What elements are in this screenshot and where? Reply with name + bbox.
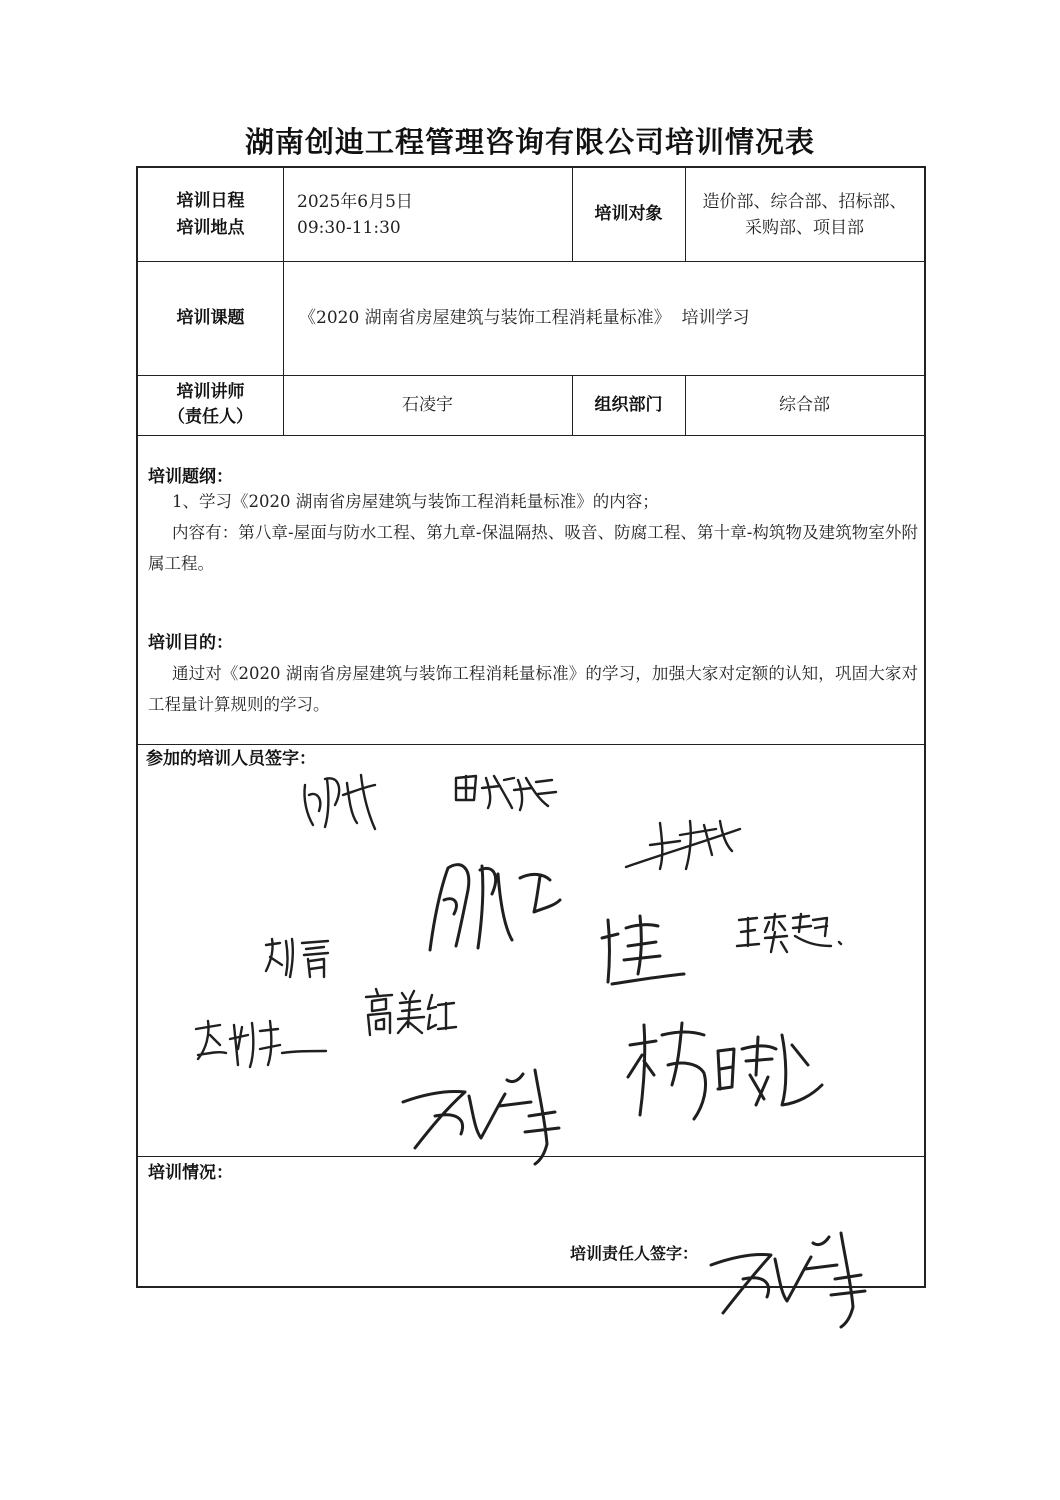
audience-value-cell	[685, 168, 924, 261]
training-date: 2025年6月5日	[297, 191, 413, 212]
lecturer-responsible-label: （责任人）	[168, 407, 253, 427]
signature-gao-meihong	[362, 985, 457, 1040]
topic-value: 《2020 湖南省房屋建筑与装饰工程消耗量标准》 培训学习	[299, 308, 750, 328]
outline-content	[148, 486, 918, 579]
lecturer-label-cell	[138, 375, 283, 435]
department-label-cell	[572, 375, 685, 435]
attendees-heading: 参加的培训人员签字：	[146, 749, 316, 769]
purpose-text: 通过对《2020 湖南省房屋建筑与装饰工程消耗量标准》的学习，加强大家对定额的认知，巩固大家对工程量计算规则的学习。	[148, 664, 918, 714]
signature-tian-yuanyuan	[452, 770, 562, 815]
responsible-sign-label: 培训责任人签字：	[570, 1244, 699, 1263]
schedule-value-cell	[283, 168, 572, 261]
audience-label-cell	[572, 168, 685, 261]
signature-top-right	[620, 815, 750, 875]
department-label: 组织部门	[594, 394, 663, 415]
lecturer-label: 培训讲师	[176, 382, 245, 402]
topic-label: 培训课题	[176, 307, 245, 328]
audience-label: 培训对象	[594, 204, 663, 224]
training-time: 09:30-11:30	[297, 217, 401, 238]
outline-heading: 培训题纲：	[148, 467, 233, 487]
signature-zhou	[420, 850, 570, 960]
purpose-heading: 培训目的：	[148, 633, 233, 653]
purpose-content	[148, 658, 918, 720]
schedule-location-label: 培训地点	[176, 217, 245, 238]
audience-line-2: 采购部、项目部	[745, 217, 864, 238]
form-title: 湖南创迪工程管理咨询有限公司培训情况表	[244, 125, 815, 159]
department-value: 综合部	[779, 395, 830, 415]
situation-heading: 培训情况：	[148, 1163, 233, 1183]
topic-label-cell	[138, 261, 283, 375]
lecturer-value-cell	[283, 375, 572, 435]
schedule-date-label: 培训日程	[176, 190, 245, 211]
signature-liu-qing	[262, 935, 337, 980]
signature-middle-right	[598, 910, 688, 990]
outline-item-2: 内容有：第八章-屋面与防水工程、第九章-保温隔热、吸音、防腐工程、第十章-构筑物及建筑物室外附属工程。	[148, 523, 918, 573]
audience-line-1: 造价部、综合部、招标部、	[702, 191, 907, 212]
signature-bottom-left	[190, 1015, 330, 1075]
topic-value-cell	[283, 261, 924, 375]
signature-shi-lingyu	[395, 1060, 575, 1170]
outline-item-1: 1、学习《2020 湖南省房屋建筑与装饰工程消耗量标准》的内容；	[172, 492, 659, 511]
signature-1	[295, 765, 385, 835]
department-value-cell	[685, 375, 924, 435]
signature-yang-xiaoguang	[622, 1015, 827, 1130]
signature-wang-mengchao	[735, 912, 845, 957]
schedule-label-cell	[138, 168, 283, 261]
signature-responsible-person	[705, 1225, 875, 1335]
lecturer-name: 石凌宇	[402, 395, 453, 415]
